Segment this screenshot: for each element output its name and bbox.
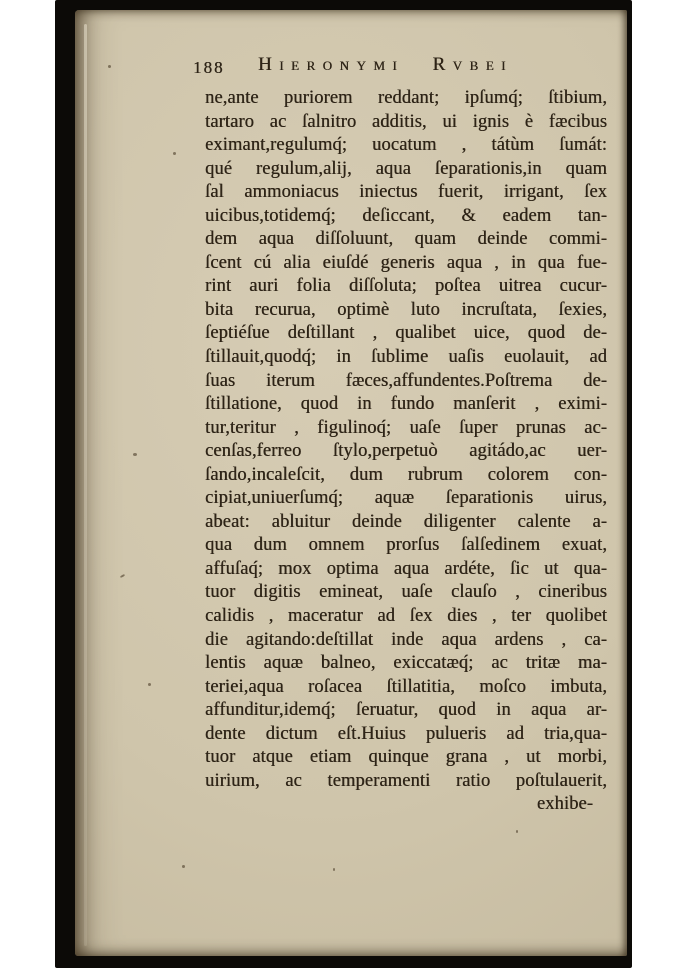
body-line: ſtillatione, quod in fundo manſerit , eximi- bbox=[205, 394, 607, 415]
body-line: bita recurua, optimè luto incruſtata, ſexies, bbox=[205, 299, 607, 320]
body-line: uirium, ac temperamenti ratio poſtulauerit, bbox=[205, 770, 607, 791]
paper-speck bbox=[182, 865, 185, 868]
body-line: qué regulum,alij, aqua ſeparationis,in quam bbox=[205, 158, 607, 179]
paper-speck bbox=[516, 830, 518, 833]
text-block bbox=[205, 87, 607, 817]
body-line: affuſaq́; mox optima aqua ardéte, ſic ut qua- bbox=[205, 558, 607, 579]
body-line: ſeptiéſue deſtillant , qualibet uice, quod de- bbox=[205, 323, 607, 344]
paper-speck bbox=[133, 453, 137, 456]
body-line: dem aqua diſſoluunt, quam deinde commi- bbox=[205, 229, 607, 250]
paper-speck bbox=[333, 868, 335, 871]
paper-speck bbox=[173, 152, 176, 155]
body-line: lentis aquæ balneo, exiccatæq́; ac tritæ ma- bbox=[205, 653, 607, 674]
body-line: tuor digitis emineat, uaſe clauſo , cineribus bbox=[205, 582, 607, 603]
paper-speck bbox=[148, 683, 151, 686]
body-line: tur,teritur , figulinoq́; uaſe ſuper prunas ac- bbox=[205, 417, 607, 438]
page-number: 188 bbox=[193, 58, 225, 77]
body-line: tuor atque etiam quinque grana , ut morbi, bbox=[205, 747, 607, 768]
body-line: rint auri folia diſſoluta; poſtea uitrea cucur- bbox=[205, 276, 607, 297]
body-line: ſal ammoniacus iniectus fuerit, irrigant, ſex bbox=[205, 182, 607, 203]
body-line: affunditur,idemq́; ſeruatur, quod in aqua ar- bbox=[205, 700, 607, 721]
body-line: dente dictum eſt.Huius pulueris ad tria,qua- bbox=[205, 723, 607, 744]
catchword: exhibe- bbox=[536, 794, 593, 815]
body-line: calidis , maceratur ad ſex dies , ter quolibet bbox=[205, 606, 607, 627]
body-line: abeat: abluitur deinde diligenter calente a- bbox=[205, 511, 607, 532]
body-line: ſando,incaleſcit, dum rubrum colorem con- bbox=[205, 464, 607, 485]
body-line: tartaro ac ſalnitro additis, ui ignis è fæcibus bbox=[205, 111, 607, 132]
running-title: Hieronymi Rvbei bbox=[258, 54, 513, 75]
body-line: die agitando:deſtillat inde aqua ardens , ca- bbox=[205, 629, 607, 650]
book-page bbox=[75, 10, 627, 956]
body-line: teriei,aqua roſacea ſtillatitia, moſco imbuta, bbox=[205, 676, 607, 697]
body-line: qua dum omnem prorſus ſalſedinem exuat, bbox=[205, 535, 607, 556]
body-line: uicibus,totidemq́; deſiccant, & eadem tan- bbox=[205, 205, 607, 226]
body-line: ſcent cú alia eiuſdé generis aqua , in qua fue- bbox=[205, 252, 607, 273]
body-line: ſuas iterum fæces,affundentes.Poſtrema de- bbox=[205, 370, 607, 391]
body-line: cenſas,ferreo ſtylo,perpetuò agitádo,ac uer- bbox=[205, 441, 607, 462]
body-line: ſtillauit,quodq́; in ſublime uaſis euolauit, ad bbox=[205, 347, 607, 368]
body-line: eximant,regulumq́; uocatum , tátùm ſumát: bbox=[205, 135, 607, 156]
body-line: ne,ante puriorem reddant; ipſumq́; ſtibium, bbox=[205, 88, 607, 108]
paper-speck bbox=[108, 65, 111, 68]
body-line: cipiat,uniuerſumq́; aquæ ſeparationis uirus, bbox=[205, 488, 607, 509]
